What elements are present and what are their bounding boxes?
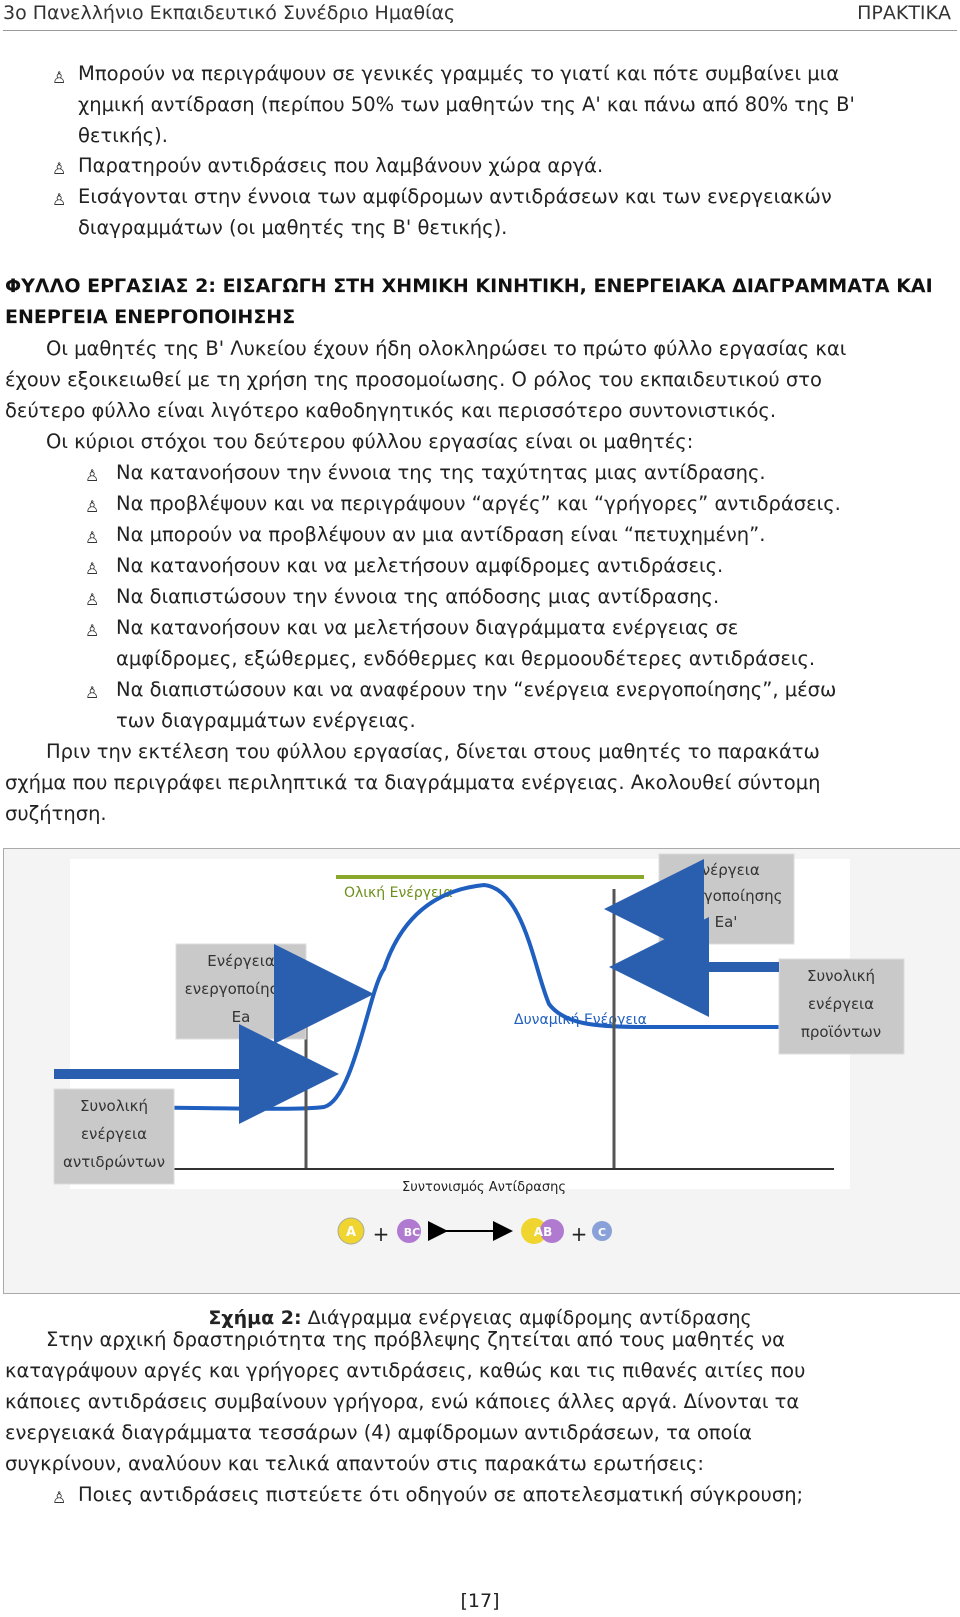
goal-5: Να διαπιστώσουν την έννοια της απόδοσης μιας αντίδρασης. — [116, 585, 720, 608]
section-heading-line-1: ΦΥΛΛΟ ΕΡΓΑΣΙΑΣ 2: ΕΙΣΑΓΩΓΗ ΣΤΗ ΧΗΜΙΚΗ ΚΙΝΗΤΙΚΗ, ΕΝΕΡΓΕΙΑΚΑ ΔΙΑΓΡΑΜΜΑΤΑ ΚΑΙ — [5, 275, 933, 297]
reverse-activation-energy-box — [659, 854, 794, 944]
reaction-coordinate-label: Συντονισμός Αντίδρασης — [402, 1180, 566, 1195]
goal-7-line-1: Να διαπιστώσουν και να αναφέρουν την “ενέργεια ενεργοποίησης”, μέσω — [116, 678, 837, 701]
box-reactants-line-1: Συνολική — [79, 1097, 149, 1115]
caption-text: Διάγραμμα ενέργειας αμφίδρομης αντίδρασης — [301, 1307, 752, 1329]
intro-bullet-1-line-1: Μπορούν να περιγράψουν σε γενικές γραμμές το γιατί και πότε συμβαίνει μια — [78, 62, 840, 85]
para1-line-3: δεύτερο φύλλο είναι λιγότερο καθοδηγητικός και περισσότερο συντονιστικός. — [5, 399, 777, 422]
para3-line-1: Στην αρχική δραστηριότητα της πρόβλεψης ζητείται από τους μαθητές να — [46, 1328, 786, 1351]
box-ea-line-2: ενεργοποίησης — [184, 980, 298, 998]
goal-6-line-1: Να κατανοήσουν και να μελετήσουν διαγράμματα ενέργειας σε — [116, 616, 739, 639]
box-products-line-3: προϊόντων — [800, 1023, 882, 1041]
goals-intro: Οι κύριοι στόχοι του δεύτερου φύλλου εργασίας είναι οι μαθητές: — [46, 430, 694, 453]
plus-sign-1: + — [372, 1222, 390, 1246]
box-products-line-1: Συνολική — [806, 967, 876, 985]
box-ea-line-3: Ea — [231, 1008, 251, 1026]
box-reactants-line-3: αντιδρώντων — [63, 1153, 165, 1171]
goal-3: Να μπορούν να προβλέψουν αν μια αντίδραση είναι “πετυχημένη”. — [116, 523, 766, 546]
bullet-icon: ♙ — [52, 1488, 67, 1507]
goal-4: Να κατανοήσουν και να μελετήσουν αμφίδρομες αντιδράσεις. — [116, 554, 724, 577]
intro-bullet-3-line-1: Εισάγονται στην έννοια των αμφίδρομων αντιδράσεων και των ενεργειακών — [78, 185, 832, 208]
bullet-icon: ♙ — [52, 68, 67, 87]
bullet-icon: ♙ — [52, 159, 67, 178]
bullet-icon: ♙ — [85, 590, 100, 609]
total-energy-label: Ολική Ενέργεια — [344, 885, 453, 901]
energy-diagram — [4, 849, 960, 1293]
caption-label: Σχήμα 2: — [208, 1307, 302, 1329]
para2-line-3: συζήτηση. — [5, 802, 107, 825]
para3-line-5: συγκρίνουν, αναλύουν και τελικά απαντούν στις παρακάτω ερωτήσεις: — [5, 1452, 704, 1475]
goal-6-line-2: αμφίδρομες, εξώθερμες, ενδόθερμες και θερμοουδέτερες αντιδράσεις. — [116, 647, 816, 670]
conference-title: 3ο Πανελλήνιο Εκπαιδευτικό Συνέδριο Ημαθίας — [3, 2, 456, 24]
bullet-icon: ♙ — [85, 528, 100, 547]
energy-diagram-figure — [3, 848, 960, 1294]
intro-bullet-1-line-3: θετικής). — [78, 124, 168, 147]
para1-line-1: Οι μαθητές της Β' Λυκείου έχουν ήδη ολοκληρώσει το πρώτο φύλλο εργασίας και — [46, 337, 847, 360]
species-ab-label: AB — [533, 1225, 553, 1239]
goal-2: Να προβλέψουν και να περιγράψουν “αργές” και “γρήγορες” αντιδράσεις. — [116, 492, 841, 515]
para2-line-2: σχήμα που περιγράφει περιληπτικά τα διαγράμματα ενέργειας. Ακολουθεί σύντομη — [5, 771, 821, 794]
bullet-icon: ♙ — [52, 190, 67, 209]
box-reactants-line-2: ενέργεια — [80, 1125, 148, 1143]
bullet-icon: ♙ — [85, 559, 100, 578]
para3-line-3: κάποιες αντιδράσεις συμβαίνουν γρήγορα, ενώ κάποιες άλλες αργά. Δίνονται τα — [5, 1390, 800, 1413]
bullet-icon: ♙ — [85, 621, 100, 640]
activation-energy-box — [176, 944, 306, 1039]
species-a-label: A — [345, 1225, 357, 1240]
box-ea-prime-line-1: Ενέργεια — [692, 861, 760, 879]
bullet-icon: ♙ — [85, 466, 100, 485]
box-ea-line-1: Ενέργεια — [207, 952, 275, 970]
species-bc-label: BC — [403, 1226, 421, 1239]
intro-bullet-1-line-2: χημική αντίδραση (περίπου 50% των μαθητών της Α' και πάνω από 80% της Β' — [78, 93, 855, 116]
proceedings-label: ΠΡΑΚΤΙΚΑ — [857, 2, 951, 24]
figure-caption — [0, 1307, 960, 1329]
running-header — [3, 0, 957, 31]
goal-7-line-2: των διαγραμμάτων ενέργειας. — [116, 709, 416, 732]
final-bullet: Ποιες αντιδράσεις πιστεύετε ότι οδηγούν σε αποτελεσματική σύγκρουση; — [78, 1483, 804, 1506]
potential-energy-label: Δυναμική Ενέργεια — [514, 1012, 647, 1028]
para1-line-2: έχουν εξοικειωθεί με τη χρήση της προσομοίωσης. Ο ρόλος του εκπαιδευτικού στο — [5, 368, 822, 391]
products-energy-box — [779, 959, 904, 1054]
page-number: [17] — [460, 1590, 500, 1612]
species-c-label: C — [597, 1226, 607, 1239]
box-ea-prime-line-3: Ea' — [714, 913, 738, 931]
box-ea-prime-line-2: ενεργοποίησης — [669, 887, 783, 905]
plus-sign-2: + — [570, 1222, 588, 1246]
section-heading-line-2: ΕΝΕΡΓΕΙΑ ΕΝΕΡΓΟΠΟΙΗΣΗΣ — [5, 306, 296, 328]
intro-bullet-3-line-2: διαγραμμάτων (οι μαθητές της Β' θετικής). — [78, 216, 508, 239]
box-products-line-2: ενέργεια — [807, 995, 875, 1013]
intro-bullet-2: Παρατηρούν αντιδράσεις που λαμβάνουν χώρα αργά. — [78, 154, 604, 177]
para3-line-4: ενεργειακά διαγράμματα τεσσάρων (4) αμφίδρομων αντιδράσεων, τα οποία — [5, 1421, 752, 1444]
para2-line-1: Πριν την εκτέλεση του φύλλου εργασίας, δίνεται στους μαθητές το παρακάτω — [46, 740, 820, 763]
para3-line-2: καταγράψουν αργές και γρήγορες αντιδράσεις, καθώς και τις πιθανές αιτίες που — [5, 1359, 806, 1382]
bullet-icon: ♙ — [85, 683, 100, 702]
goal-1: Να κατανοήσουν την έννοια της της ταχύτητας μιας αντίδρασης. — [116, 461, 766, 484]
bullet-icon: ♙ — [85, 497, 100, 516]
reactants-energy-box — [54, 1089, 174, 1184]
